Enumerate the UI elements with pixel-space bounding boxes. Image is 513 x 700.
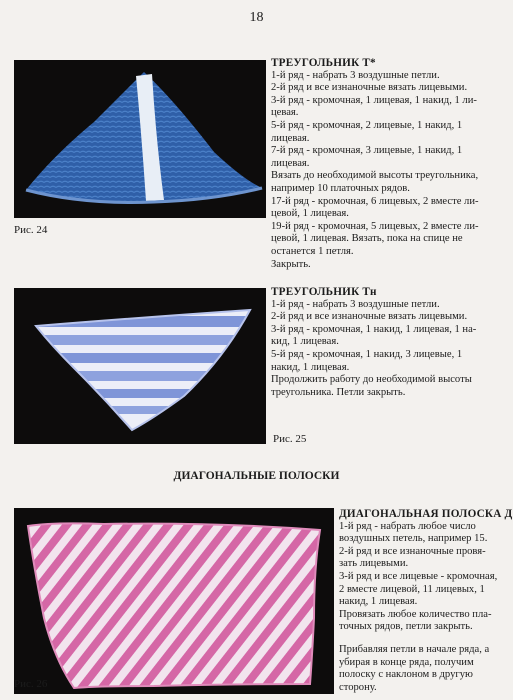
text-line: 1-й ряд - набрать любое число	[339, 520, 476, 532]
figure-26-caption: Рис. 26	[14, 678, 48, 690]
text-line: 3-й ряд - кромочная, 1 накид, 1 лицевая, 1 на-	[271, 323, 477, 335]
text-line: 2-й ряд и все изнаночные вязать лицевыми.	[271, 311, 468, 323]
text-line: лицевая.	[271, 132, 310, 144]
text-line: например 10 платочных рядов.	[271, 182, 410, 194]
text-line: кид, 1 лицевая.	[271, 336, 339, 348]
figure-26-photo	[14, 508, 334, 694]
text-line: полоску с наклоном в другую	[339, 669, 473, 681]
text-line: останется 1 петля.	[271, 245, 354, 257]
text-line: 7-й ряд - кромочная, 3 лицевые, 1 накид, 1	[271, 145, 463, 157]
inverted-triangle-image	[14, 288, 266, 444]
text-line: цевой, 1 лицевая. Вязать, пока на спице не	[271, 233, 463, 245]
text-line: треугольника. Петли закрыть.	[271, 386, 406, 398]
figure-25-photo	[14, 288, 266, 444]
text-line: накид, 1 лицевая.	[271, 361, 350, 373]
text-line: Закрыть.	[271, 258, 311, 270]
text-line: Продолжить работу до необходимой высоты	[271, 374, 472, 386]
section-heading: ДИАГОНАЛЬНЫЕ ПОЛОСКИ	[173, 470, 340, 482]
blue-triangle-image	[14, 60, 266, 218]
triangle-tn-instructions	[271, 286, 476, 399]
text-line: 5-й ряд - кромочная, 1 накид, 3 лицевые, 1	[271, 348, 463, 360]
text-line: воздушных петель, например 15.	[339, 533, 488, 545]
text-line: 1-й ряд - набрать 3 воздушные петли.	[271, 69, 440, 81]
text-line: убирая в конце ряда, получим	[339, 656, 474, 668]
triangle-t-title: ТРЕУГОЛЬНИК Т*	[271, 57, 376, 69]
text-line: 5-й ряд - кромочная, 2 лицевые, 1 накид, 1	[271, 119, 463, 131]
text-line: цевой, 1 лицевая.	[271, 208, 349, 220]
text-line: зать лицевыми.	[339, 558, 409, 570]
figure-24-caption: Рис. 24	[14, 224, 48, 236]
figure-25-caption: Рис. 25	[273, 433, 307, 445]
text-line: лицевая.	[271, 157, 310, 169]
text-line: Вязать до необходимой высоты треугольника,	[271, 170, 479, 182]
text-line: 1-й ряд - набрать 3 воздушные петли.	[271, 298, 440, 310]
text-line: точных рядов, петли закрыть.	[339, 621, 473, 633]
triangle-tn-title: ТРЕУГОЛЬНИК Тн	[271, 286, 377, 298]
text-line: 17-й ряд - кромочная, 6 лицевых, 2 вместе ли-	[271, 195, 479, 207]
text-line: 19-й ряд - кромочная, 5 лицевых, 2 вместе ли-	[271, 220, 479, 232]
page-number: 18	[249, 10, 264, 25]
diagonal-stripe-image	[14, 508, 334, 694]
diagonal-stripe-instructions	[339, 508, 512, 694]
figure-24-photo	[14, 60, 266, 218]
text-line: накид, 1 лицевая.	[339, 596, 418, 608]
text-line: 3-й ряд и все лицевые - кромочная,	[339, 570, 498, 582]
text-line: 2-й ряд и все изнаночные вязать лицевыми.	[271, 82, 468, 94]
triangle-t-instructions	[271, 57, 479, 271]
text-line: 2-й ряд и все изнаночные провя-	[339, 545, 486, 557]
text-line: Провязать любое количество пла-	[339, 608, 492, 620]
text-line: сторону.	[339, 681, 377, 693]
diagonal-stripe-title: ДИАГОНАЛЬНАЯ ПОЛОСКА Д	[339, 508, 513, 520]
text-line: Прибавляя петли в начале ряда, а	[339, 643, 490, 655]
text-line: 2 вместе лицевой, 11 лицевых, 1	[339, 583, 485, 595]
text-line: 3-й ряд - кромочная, 1 лицевая, 1 накид, 1 ли-	[271, 94, 477, 106]
text-line: цевая.	[271, 107, 299, 119]
